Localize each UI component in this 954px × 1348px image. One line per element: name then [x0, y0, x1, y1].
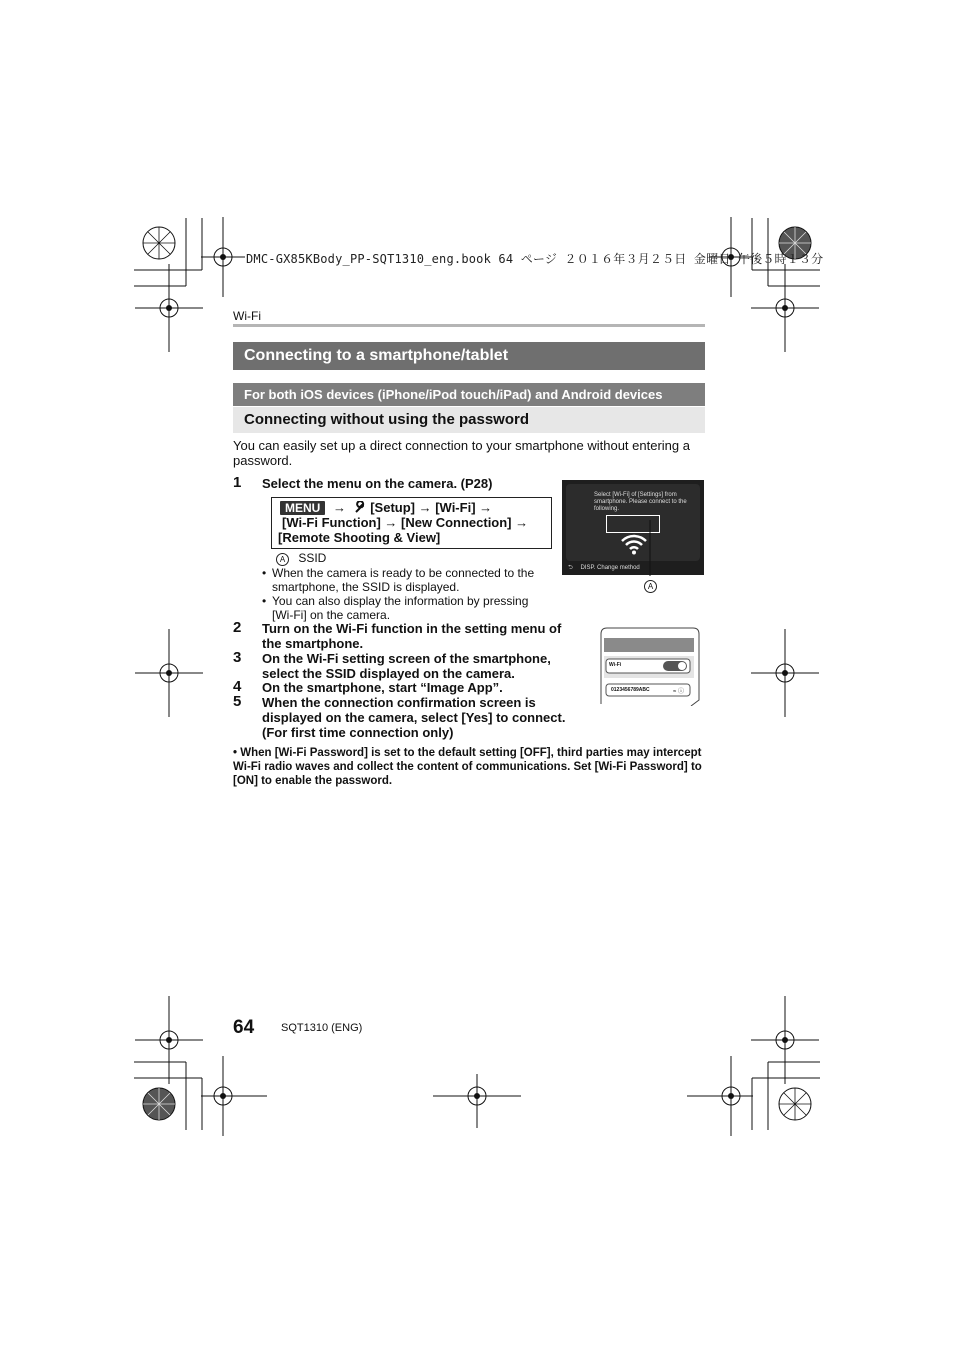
- intro-text: You can easily set up a direct connection to your smartphone without entering a password.: [233, 438, 690, 468]
- menu-icon: MENU: [280, 501, 325, 515]
- step-number: 5: [233, 693, 242, 710]
- callout-letter: A: [276, 553, 289, 566]
- step-text: When the connection confirmation screen is displayed on the camera, select [Yes] to connect. (For first time connection only): [262, 695, 566, 740]
- arrow: →: [332, 500, 346, 515]
- menu-path-line3: [Remote Shooting & View]: [278, 530, 441, 545]
- disp-change-method: DISP. Change method: [580, 565, 640, 571]
- page-number: 64: [233, 1017, 255, 1038]
- camera-lcd: [566, 484, 700, 561]
- step-number: 4: [233, 678, 242, 695]
- step-text: Turn on the Wi-Fi function in the setting menu of the smartphone.: [262, 621, 562, 651]
- camera-bottom-bar: [568, 563, 640, 573]
- bullet-item: • When the camera is ready to be connected to the smartphone, the SSID is displayed.: [262, 566, 535, 594]
- menu-path-line2: [Wi-Fi Function] → [New Connection] →: [282, 515, 529, 530]
- step-text: On the smartphone, start “Image App”.: [262, 680, 503, 695]
- page-code: SQT1310 (ENG): [281, 1022, 363, 1034]
- page-title: Connecting to a smartphone/tablet: [233, 342, 705, 370]
- print-header: DMC-GX85KBody_PP-SQT1310_eng.book 64 ページ ２０１６年３月２５日 金曜日 午後５時１３分: [246, 252, 824, 266]
- callout-line: [640, 520, 660, 580]
- camera-screen-illustration: [562, 480, 704, 575]
- step-number: 2: [233, 619, 242, 636]
- bullet-item: • You can also display the information by pressing [Wi-Fi] on the camera.: [262, 594, 529, 622]
- step-text: Select the menu on the camera. (P28): [262, 476, 493, 491]
- callout-marker: A: [644, 576, 657, 594]
- menu-path-line1: [Setup] → [Wi-Fi] →: [370, 500, 493, 515]
- section-label: Wi-Fi: [233, 309, 261, 323]
- callout-label: SSID: [298, 551, 327, 565]
- menu-path-box: [271, 497, 552, 549]
- step-number: 1: [233, 474, 242, 491]
- wrench-icon: [354, 501, 367, 514]
- step-number: 3: [233, 649, 242, 666]
- step-text: On the Wi-Fi setting screen of the smartphone, select the SSID displayed on the camera.: [262, 651, 551, 681]
- section-rule: [233, 324, 705, 327]
- password-note: • When [Wi-Fi Password] is set to the default setting [OFF], third parties may intercept Wi-Fi radio waves and collect the content of communications. Set [Wi-Fi Password] to [ON] to enable the password.: [233, 747, 702, 787]
- subtitle-bar: For both iOS devices (iPhone/iPod touch/iPad) and Android devices: [233, 383, 705, 406]
- subtitle-heading: Connecting without using the password: [233, 407, 705, 433]
- phone-wifi-label: Wi-Fi: [609, 662, 622, 668]
- back-icon: ⮌: [568, 565, 573, 571]
- phone-ssid: 0123456789ABC: [611, 687, 650, 693]
- ssid-callout: [276, 551, 326, 566]
- smartphone-illustration: [597, 626, 703, 706]
- phone-wifi-signal-icon: ≈ ⓘ: [673, 689, 684, 695]
- camera-message: Select [Wi-Fi] of [Settings] from smartphone. Please connect to the following.: [594, 492, 687, 512]
